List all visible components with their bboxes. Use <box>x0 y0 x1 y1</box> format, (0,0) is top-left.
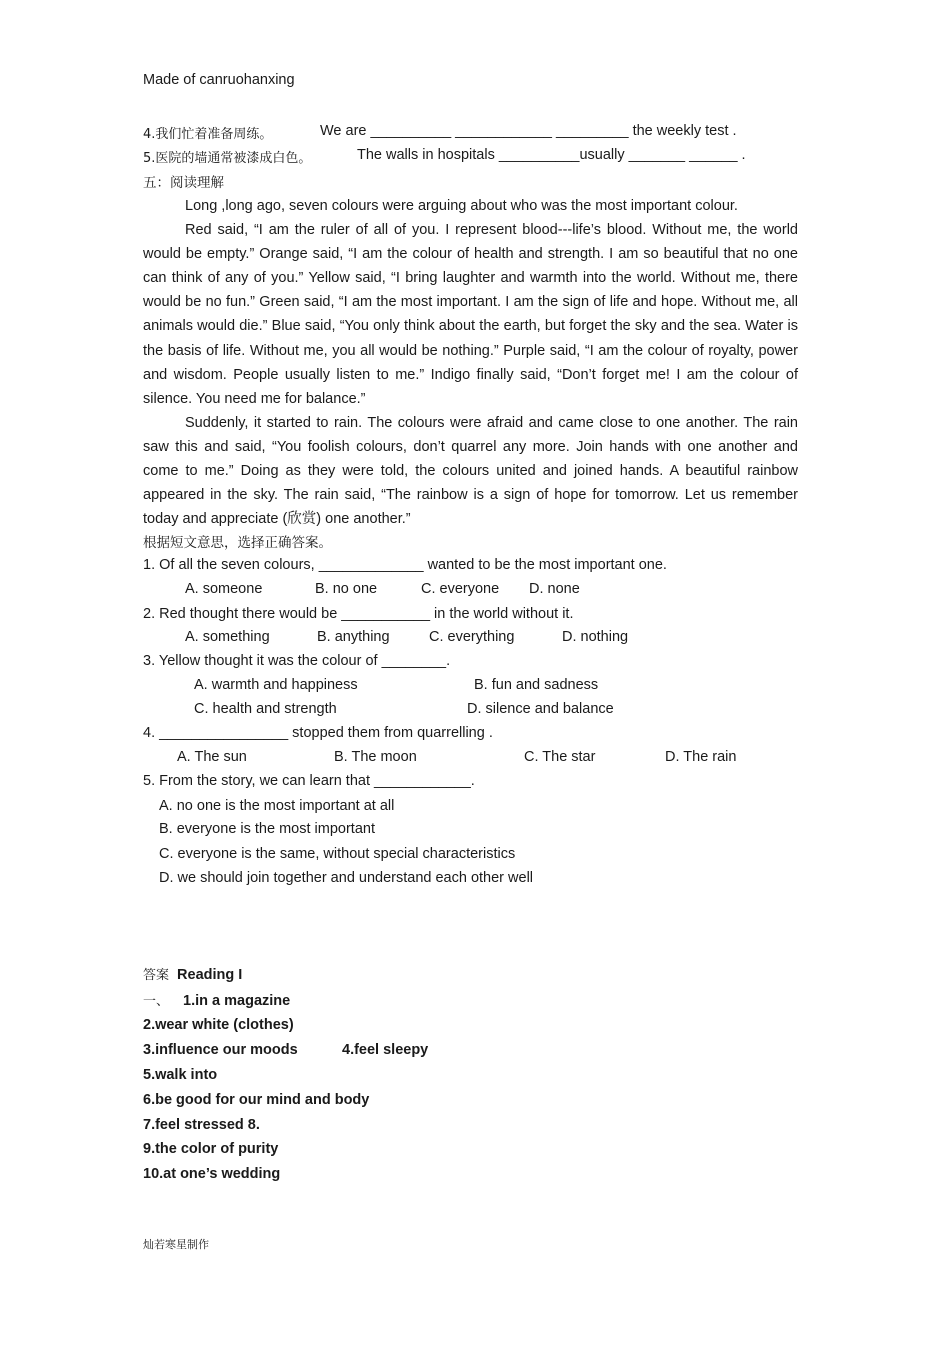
passage-paragraph-3: Suddenly, it started to rain. The colours were afraid and came close to one another. The rain saw this and said, “You foolish colours, don’t quarrel any more. Join hands with one another and come to me.” Doing as they were told, the colours united and joined hands. A beautiful rainbow appeared in the sky. The rain said, “The rainbow is a sign of hope for tomorrow. Let us remember today and appreciate (欣赏) one another.” <box>143 414 798 528</box>
translation-q5-en: The walls in hospitals __________usually _______ ______ . <box>357 147 746 163</box>
page-header: Made of canruohanxing <box>143 72 295 88</box>
translation-q4 <box>143 123 737 142</box>
question-1-stem: 1. Of all the seven colours, _____________ wanted to be the most important one. <box>143 557 667 573</box>
question-2-option-c: C. everything <box>429 629 515 645</box>
question-4-stem: 4. ________________ stopped them from quarrelling . <box>143 725 493 741</box>
question-4-option-c: C. The star <box>524 749 596 765</box>
passage-paragraph-2: Red said, “I am the ruler of all of you. I represent blood---life’s blood. Without me, the world would be empty.” Orange said, “I am the colour of health and strength. I am so beautiful that no one can think of any of you.” Yellow said, “I bring laughter and warmth into the world. Without me, there would be no fun.” Green said, “I am the most important. I am the sign of life and hope. Without me, all animals would die.” Blue said, “You only think about the earth, but forget the sky and the sea. Water is the basis of life. Without me, you all would be nothing.” Purple said, “I am the colour of royalty, power and wisdom. People usually listen to me.” Indigo finally said, “Don’t forget me! I am the colour of silence. You need me for balance.” <box>143 222 798 407</box>
question-3-option-c: C. health and strength <box>194 701 337 717</box>
question-1-option-b: B. no one <box>315 581 378 597</box>
page-footer: 灿若寒星制作 <box>143 1238 209 1251</box>
reading-passage <box>143 194 798 531</box>
question-5-option-b: B. everyone is the most important <box>159 821 375 837</box>
answers-title-en: Reading I <box>177 967 243 983</box>
translation-q4-en: We are __________ ____________ _________ the weekly test . <box>320 123 737 139</box>
answer-item-6: 6.be good for our mind and body <box>143 1092 370 1108</box>
question-2-option-b: B. anything <box>317 629 390 645</box>
question-4-option-b: B. The moon <box>334 749 417 765</box>
question-1-option-d: D. none <box>529 581 580 597</box>
answer-item-5: 5.walk into <box>143 1067 218 1083</box>
question-2-option-d: D. nothing <box>562 629 629 645</box>
answer-line-1 <box>143 990 290 1009</box>
question-5-option-a: A. no one is the most important at all <box>159 798 395 814</box>
answer-item-2: 2.wear white (clothes) <box>143 1017 294 1033</box>
question-3-option-b: B. fun and sadness <box>474 677 599 693</box>
question-2-stem: 2. Red thought there would be ___________ in the world without it. <box>143 606 574 622</box>
translation-q5-cn: 5.医院的墙通常被漆成白色。 <box>143 151 312 166</box>
translation-q5 <box>143 147 746 166</box>
question-4-option-a: A. The sun <box>177 749 247 765</box>
question-instruction: 根据短文意思，选择正确答案。 <box>143 535 332 551</box>
answer-item-4: 4.feel sleepy <box>342 1042 429 1058</box>
answer-item-3: 3.influence our moods <box>143 1042 298 1058</box>
answer-item-9: 9.the color of purity <box>143 1141 279 1157</box>
question-3-option-a: A. warmth and happiness <box>194 677 358 693</box>
question-2-option-a: A. something <box>185 629 270 645</box>
question-4-option-d: D. The rain <box>665 749 737 765</box>
question-1-option-c: C. everyone <box>421 581 500 597</box>
answers-section-mark: 一、 <box>143 994 170 1009</box>
question-5-option-d: D. we should join together and understand each other well <box>159 870 534 886</box>
question-3-stem: 3. Yellow thought it was the colour of ________. <box>143 653 451 669</box>
answer-item-10: 10.at one’s wedding <box>143 1166 281 1182</box>
question-5-option-c: C. everyone is the same, without special characteristics <box>159 846 516 862</box>
answers-title <box>143 964 242 983</box>
answer-item-1: 1.in a magazine <box>183 993 291 1009</box>
answer-item-7: 7.feel stressed 8. <box>143 1117 260 1133</box>
question-3-option-d: D. silence and balance <box>467 701 614 717</box>
question-1-option-a: A. someone <box>185 581 263 597</box>
passage-paragraph-1: Long ,long ago, seven colours were arguing about who was the most important colour. <box>185 198 738 214</box>
question-5-stem: 5. From the story, we can learn that ____________. <box>143 773 475 789</box>
section-title: 五：阅读理解 <box>143 175 224 191</box>
answers-title-cn: 答案 <box>143 968 170 983</box>
translation-q4-cn: 4.我们忙着准备周练。 <box>143 127 273 142</box>
